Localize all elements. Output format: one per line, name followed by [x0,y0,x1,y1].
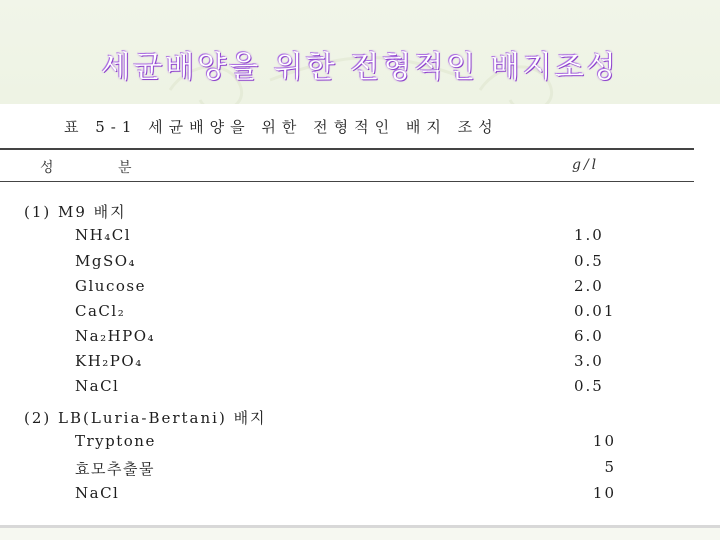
component-name: NH₄Cl [75,226,131,244]
component-name: CaCl₂ [75,302,126,320]
component-name: NaCl [75,377,120,395]
scanned-table-document [0,104,720,528]
column-header-unit: g/l [572,157,600,173]
component-value: 10 [592,484,616,502]
page-bottom-edge [0,525,720,528]
component-value: 0.5 [574,377,604,395]
component-name: MgSO₄ [75,252,137,270]
slide-title: 세균배양을 위한 전형적인 배지조성 [101,50,619,85]
section-title-label: (1) M9 배지 [24,203,127,221]
component-value: 0.5 [574,252,604,270]
table-row [0,226,694,250]
table-row [0,252,694,276]
component-value: 6.0 [574,327,604,345]
component-value: 3.0 [574,352,604,370]
table-caption: 표 5-1 세균배양을 위한 전형적인 배지 조성 [64,118,499,136]
component-value: 0.01 [574,302,616,320]
component-value: 10 [592,432,616,450]
component-value: 1.0 [574,226,604,244]
table-row [0,377,694,401]
component-name: Tryptone [75,432,156,450]
table-top-rule [0,148,694,150]
component-name: KH₂PO₄ [75,352,143,370]
table-row [0,352,694,376]
section-title-lb [0,407,694,431]
component-value: 2.0 [574,277,604,295]
table-row [0,458,694,482]
component-name: 효모추출물 [75,460,155,478]
component-name: NaCl [75,484,120,502]
table-row [0,432,694,456]
table-row [0,484,694,508]
section-title-label: (2) LB(Luria-Bertani) 배지 [24,409,267,427]
component-name: Na₂HPO₄ [75,327,156,345]
table-header-rule [0,181,694,182]
table-row [0,277,694,301]
component-name: Glucose [75,277,146,295]
table-row [0,327,694,351]
component-value: 5 [604,458,616,476]
column-header-component: 성 분 [40,160,162,176]
section-title-m9 [0,201,694,225]
table-row [0,302,694,326]
